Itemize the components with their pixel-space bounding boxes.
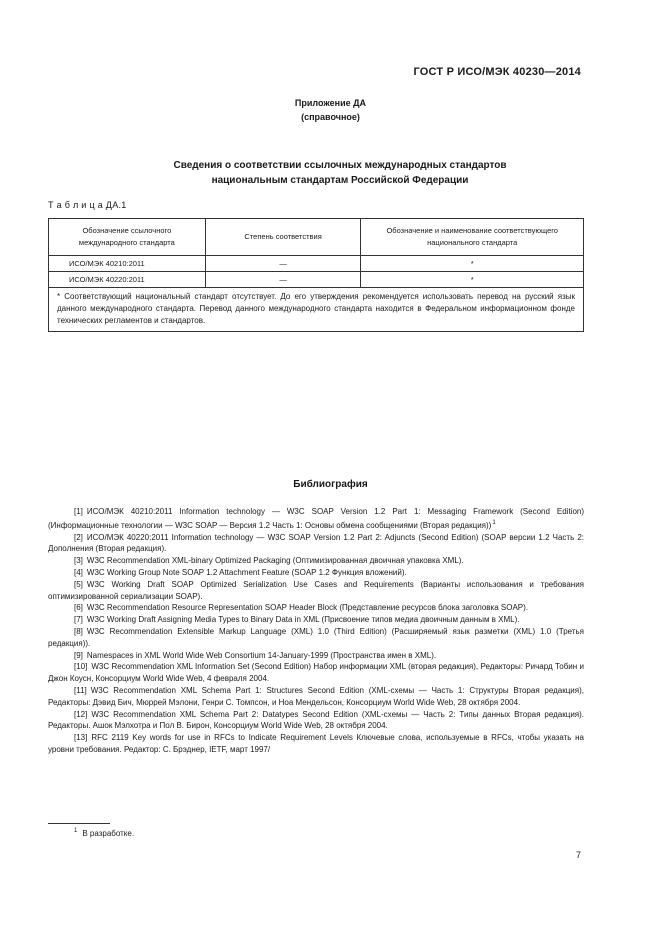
bib-text: W3C Working Draft SOAP Optimized Serialization Use Cases and Requirements (Варианты использования и требования оптимизированной сериализации SOAP). (48, 579, 584, 601)
bib-text: RFC 2119 Key words for use in RFCs to Indicate Requirement Levels Ключевые слова, используемые в RFCs, чтобы указать на уровни требования. Редактор: С. Брэднер, IETF, март 1997/ (48, 733, 584, 754)
appendix-title-text: Приложение ДА (294, 98, 367, 108)
table-label: Т а б л и ц а ДА.1 (48, 200, 127, 210)
page-footnote (74, 828, 134, 838)
bib-text: W3C Working Group Note SOAP 1.2 Attachment Feature (SOAP 1.2 Функция вложений). (86, 567, 407, 577)
cell-designation: ИСО/МЭК 40210:2011 (49, 256, 206, 272)
header-national-standard (361, 219, 584, 256)
bibliography-item (48, 579, 584, 603)
bibliography-item (48, 732, 584, 756)
header-degree: Степень соответствия (205, 219, 361, 256)
header-col1-line1: Обозначение ссылочного (82, 226, 172, 235)
bib-number: [13] (74, 733, 88, 743)
bibliography-item (48, 661, 584, 685)
bib-text: ИСО/МЭК 40220:2011 Information technology — W3C SOAP Version 1.2 Part 2: Adjuncts (Second Edition) (SOAP версии 1.2 Часть 2: Дополнения (Вторая редакция). (48, 532, 584, 554)
header-col3-line1: Обозначение и наименование соответствующего (386, 226, 558, 235)
appendix-title (0, 96, 661, 124)
cell-designation: ИСО/МЭК 40220:2011 (49, 272, 206, 288)
table-footnote: * Соответствующий национальный стандарт отсутствует. До его утверждения рекомендуется использовать перевод на русский язык данного международного стандарта. Перевод данного международного стандарта находится в Федеральном информационном фонде технических регламентов и стандартов. (49, 288, 584, 332)
bibliography-item (48, 626, 584, 650)
bib-number: [6] (74, 603, 83, 613)
bib-text: W3C Recommendation Extensible Markup Language (XML) 1.0 (Third Edition) (Расширяемый язык разметки (XML) 1.0 (Третья редакция)). (48, 626, 584, 648)
bibliography-title: Библиография (293, 479, 368, 490)
bib-text: W3C Recommendation Resource Representation SOAP Header Block (Представление ресурсов блока заголовка SOAP). (86, 603, 528, 613)
bib-number: [9] (74, 650, 83, 660)
bib-number: [7] (74, 615, 83, 625)
bibliography-item (48, 709, 584, 733)
bib-number: [5] (74, 579, 83, 589)
correspondence-table (48, 218, 584, 332)
bibliography-item (48, 506, 584, 532)
bib-text: W3C Recommendation XML Information Set (Second Edition) Набор информации XML (вторая редакция), Редакторы: Ричард Тобин и Джон Коусн, Консорциум World Wide Web, 4 февраля 2004. (48, 662, 584, 684)
bib-number: [8] (74, 626, 83, 636)
footnote-ref: 1 (492, 519, 496, 526)
bib-number: [12] (74, 709, 88, 719)
bib-number: [1] (74, 507, 83, 516)
footnote-text: В разработке. (82, 829, 135, 838)
bibliography-item (48, 685, 584, 709)
appendix-subtitle: (справочное) (301, 112, 360, 122)
bibliography-item (48, 650, 584, 662)
header-reference-standard (49, 219, 206, 256)
section-title (60, 158, 620, 188)
table-footnote-row (49, 288, 584, 332)
footnote-divider (48, 823, 110, 824)
bib-number: [10] (74, 662, 88, 672)
footnote-mark: 1 (74, 828, 78, 834)
bib-number: [11] (74, 685, 87, 695)
page-number: 7 (575, 850, 581, 860)
cell-degree: — (205, 272, 361, 288)
cell-national: * (361, 272, 584, 288)
section-title-line1: Сведения о соответствии ссылочных международных стандартов (173, 160, 507, 171)
bib-text: W3C Recommendation XML-binary Optimized Packaging (Оптимизированная двоичная упаковка XML). (86, 556, 464, 566)
bibliography-item (48, 532, 584, 556)
header-col1-line2: международного стандарта (78, 238, 175, 247)
table-row (49, 272, 584, 288)
bibliography-item (48, 614, 584, 626)
section-title-line2: национальным стандартам Российской Федерации (211, 175, 469, 186)
bib-text: ИСО/МЭК 40210:2011 Information technology — W3C SOAP Version 1.2 Part 1: Messaging Framework (Second Edition) (Информационные технологии — W3C SOAP — Версия 1.2 Часть 1: Основы обмена сообщениями (Вторая редакция)) (48, 507, 584, 530)
bib-text: Namespaces in XML World Wide Web Consortium 14-January-1999 (Пространства имен в XML). (86, 650, 437, 660)
cell-degree: — (205, 256, 361, 272)
bib-number: [4] (74, 567, 83, 577)
header-col3-line2: национального стандарта (427, 238, 518, 247)
bibliography-item (48, 567, 584, 579)
bib-number: [3] (74, 556, 83, 566)
bib-text: W3C Working Draft Assigning Media Types to Binary Data in XML (Присвоение типов медиа двоичным данным в XML). (86, 615, 520, 625)
cell-national: * (361, 256, 584, 272)
bibliography-item (48, 555, 584, 567)
table-row (49, 256, 584, 272)
page-header-standard-code: ГОСТ Р ИСО/МЭК 40230—2014 (413, 66, 581, 78)
bib-text: W3C Recommendation XML Schema Part 1: Structures Second Edition (XML-схемы — Часть 1: Структуры Вторая редакция), Редакторы: Дэвид Бич, Мюррей Мэлони, Генри С. Томпсон, и Ноа Мендельсон, Консорциум World Wide Web, 28 октября 2004. (48, 685, 584, 707)
bib-text: W3C Recommendation XML Schema Part 2: Datatypes Second Edition (XML-схемы — Часть 2: Типы данных Вторая редакция). Редакторы. Ашок Мэлхотра и Пол В. Бирон, Консорциум World Wide Web, 28 октября 2004. (48, 709, 584, 731)
bibliography-list (48, 506, 584, 756)
bibliography-item (48, 602, 584, 614)
table-header-row (49, 219, 584, 256)
bib-number: [2] (74, 532, 83, 542)
